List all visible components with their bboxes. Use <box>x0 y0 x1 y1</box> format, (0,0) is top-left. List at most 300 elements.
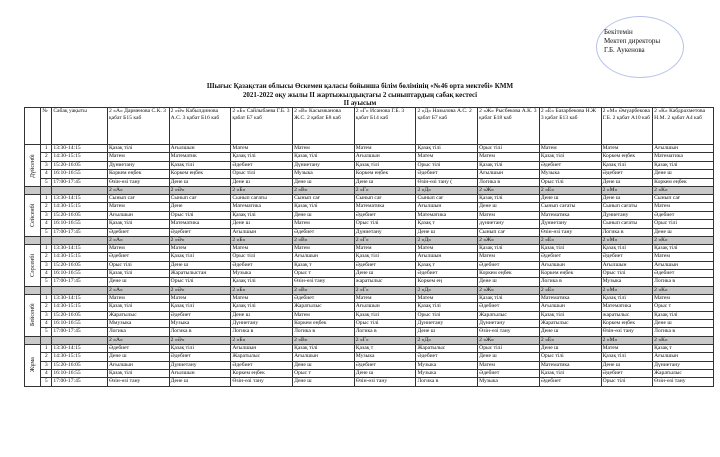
subject-cell: Логика в <box>169 328 231 336</box>
subject-cell: Музыка <box>601 278 653 286</box>
subject-cell: Матем <box>478 153 540 161</box>
lesson-time: 17:00-17:45 <box>52 228 108 236</box>
subject-cell: Қазақ тілі <box>107 303 169 311</box>
header-class-2: 2 «Ә» Кабылдинова А.С. 3 қабат Б16 каб <box>169 108 231 145</box>
subject-cell: Орыс т <box>653 303 714 311</box>
subject-cell: Дүниетану <box>293 161 355 169</box>
subject-cell: Сынып сағ <box>354 194 416 202</box>
subject-cell: Дене ш <box>653 170 714 178</box>
separator-class-label: 2 «М» <box>601 286 653 294</box>
subject-cell: Қазақ тілі <box>169 253 231 261</box>
approval-line: Бекітемін <box>604 28 633 36</box>
header-class-4: 2 «В» Касымканова Ж.С. 2 қабат Б8 каб <box>293 108 355 145</box>
table-row <box>25 178 714 186</box>
subject-cell: Дене <box>169 203 231 211</box>
subject-cell: Қазақ тілі <box>539 311 601 319</box>
lesson-time: 14:30-15:15 <box>52 253 108 261</box>
lesson-number: 3 <box>41 361 52 369</box>
subject-cell: Қазақ тілі <box>653 244 714 252</box>
separator-class-label: 2 «Ж» <box>478 186 540 194</box>
subject-cell: Әдебиет <box>539 378 601 386</box>
subject-cell: Өзін-өзі тану <box>293 278 355 286</box>
separator-class-label: 2 «Б» <box>231 336 293 344</box>
subject-cell: Логика <box>107 328 169 336</box>
header-num: № <box>41 108 52 145</box>
subject-cell: Дене ш <box>416 228 478 236</box>
subject-cell: Орыс т <box>293 369 355 377</box>
subject-cell: Қазақ тілі <box>416 145 478 153</box>
class-separator-row <box>25 286 714 294</box>
separator-class-label: 2 «Д» <box>416 336 478 344</box>
subject-cell: Дене ш <box>293 378 355 386</box>
subject-cell: Сынып сағаты <box>601 220 653 228</box>
separator-class-label: 2 «К» <box>653 336 714 344</box>
header-title: 2021-2022 оқу жылы II жартыжылдықтағы 2 сыныптардың сабақ кестесі <box>242 90 478 99</box>
subject-cell: Логика в <box>601 228 653 236</box>
subject-cell: Ағылшын <box>539 303 601 311</box>
lesson-time: 14:30-15:15 <box>52 353 108 361</box>
subject-cell: Қазақ тілі <box>478 161 540 169</box>
subject-cell: Ағылшын <box>478 170 540 178</box>
subject-cell: Қазақ тілі <box>169 303 231 311</box>
subject-cell: Әдебиет <box>354 211 416 219</box>
subject-cell: Ағылшын <box>601 261 653 269</box>
subject-cell: Ағылшын <box>416 253 478 261</box>
subject-cell: Коркем еңбек <box>231 369 293 377</box>
subject-cell: Ағылшын <box>107 211 169 219</box>
subject-cell: Сынып сағ <box>107 194 169 202</box>
subject-cell: Әдебиет <box>107 253 169 261</box>
header-class-5: 2 «Г» Исанова Г.Б. 3 қабат Б14 каб <box>354 108 416 145</box>
subject-cell: жаратылыс <box>354 278 416 286</box>
subject-cell: Логика в <box>653 328 714 336</box>
subject-cell: Математика <box>231 203 293 211</box>
subject-cell: Әдебиет <box>653 211 714 219</box>
subject-cell: Дене ш <box>107 353 169 361</box>
subject-cell: Жаратылыс <box>416 344 478 352</box>
lesson-time: 15:20-16:05 <box>52 311 108 319</box>
day-label: Сәрсенбі <box>25 244 41 286</box>
subject-cell: Қазақ т <box>653 344 714 352</box>
lesson-number: 5 <box>41 278 52 286</box>
subject-cell: Сынып сағаты <box>539 203 601 211</box>
lesson-time: 17:00-17:45 <box>52 328 108 336</box>
subject-cell: Музыка <box>354 353 416 361</box>
header-class-6: 2 «Д» Назылова А.С. 2 қабат Б7 каб <box>416 108 478 145</box>
separator-class-label: 2 «Ә» <box>169 286 231 294</box>
subject-cell: Дене ш <box>231 220 293 228</box>
subject-cell: Орыс тілі <box>169 211 231 219</box>
subject-cell: Қазақ тілі <box>169 344 231 352</box>
subject-cell: Дүниетану <box>231 320 293 328</box>
lesson-number: 3 <box>41 311 52 319</box>
subject-cell: Ағылшын <box>539 261 601 269</box>
lesson-time: 16:10-16:55 <box>52 220 108 228</box>
separator-class-label: 2 «М» <box>601 186 653 194</box>
subject-cell: Ағылшын <box>653 261 714 269</box>
subject-cell: Логика в <box>293 328 355 336</box>
subject-cell: Матем <box>293 220 355 228</box>
separator-class-label: 2 «Ә» <box>169 336 231 344</box>
subject-cell: Әдебиет <box>293 294 355 302</box>
subject-cell: Қазақ тілі <box>539 369 601 377</box>
separator-class-label: 2 «Б» <box>231 236 293 244</box>
subject-cell: Дене ш <box>478 278 540 286</box>
table-row <box>25 361 714 369</box>
subject-cell: Әдебиет <box>478 369 540 377</box>
separator-blank <box>41 286 52 294</box>
subject-cell: Сынып сағаты <box>601 203 653 211</box>
separator-blank <box>41 336 52 344</box>
subject-cell: Матем <box>478 211 540 219</box>
separator-blank <box>52 236 108 244</box>
header-class-10: 2 «К» Кабдрахметова Н.М. 2 қабат А4 каб <box>653 108 714 145</box>
subject-cell: Музыка <box>416 369 478 377</box>
subject-cell: Коркем еңбек <box>653 178 714 186</box>
subject-cell: Жаратылыстан <box>169 270 231 278</box>
subject-cell: Коркем еңбек <box>601 320 653 328</box>
subject-cell: Матем <box>169 244 231 252</box>
subject-cell: Дене ш <box>653 228 714 236</box>
table-row <box>25 353 714 361</box>
subject-cell: Өзін-өзі тану <box>653 378 714 386</box>
separator-class-label: 2 «В» <box>293 286 355 294</box>
subject-cell: Қазақ тілі <box>107 270 169 278</box>
subject-cell: Математика <box>539 294 601 302</box>
subject-cell: Әдебиет <box>169 228 231 236</box>
separator-class-label: 2 «Ә» <box>169 236 231 244</box>
subject-cell: Коркем еңбек <box>539 270 601 278</box>
subject-cell: Ағылшын <box>231 228 293 236</box>
subject-cell: Матем <box>653 203 714 211</box>
subject-cell: Матем <box>416 153 478 161</box>
subject-cell: Математика <box>354 203 416 211</box>
table-row <box>25 320 714 328</box>
subject-cell: Әдебиет <box>416 353 478 361</box>
subject-cell: Әдебиет <box>601 253 653 261</box>
subject-cell: Қазақ тілі <box>601 244 653 252</box>
subject-cell: Матем <box>539 145 601 153</box>
separator-blank <box>52 336 108 344</box>
subject-cell: Қазақ тілі <box>653 161 714 169</box>
subject-cell: Математика <box>539 361 601 369</box>
subject-cell: Ағылшын <box>293 253 355 261</box>
subject-cell: Матем <box>653 253 714 261</box>
subject-cell: Қазақ тілі <box>478 294 540 302</box>
subject-cell: Әдебиет <box>354 261 416 269</box>
subject-cell: Орыс тілі <box>169 278 231 286</box>
subject-cell: Қазақ тілі <box>231 153 293 161</box>
lesson-time: 15:20-16:05 <box>52 161 108 169</box>
day-label: Дүйсенбі <box>25 145 41 187</box>
subject-cell: Дүниетану <box>107 161 169 169</box>
subject-cell: Коркем еңбек <box>293 320 355 328</box>
lesson-number: 4 <box>41 170 52 178</box>
subject-cell: Дүниетану <box>354 228 416 236</box>
lesson-time: 17:00-17:45 <box>52 178 108 186</box>
subject-cell: Музыка <box>478 378 540 386</box>
subject-cell: Орыс тілі <box>107 261 169 269</box>
header-class-3: 2 «Б» Сайлыбаева Г.Б. 3 қабат Б7 каб <box>231 108 293 145</box>
subject-cell: Логика в <box>539 278 601 286</box>
subject-cell: Дене ш <box>107 278 169 286</box>
subject-cell: Сынып сағ <box>478 228 540 236</box>
subject-cell: Дене ш <box>169 178 231 186</box>
lesson-time: 13:30-14:15 <box>52 244 108 252</box>
subject-cell: Матем <box>354 294 416 302</box>
subject-cell: Әдебиет <box>354 361 416 369</box>
subject-cell: Матем <box>478 361 540 369</box>
subject-cell: Орыс тілі <box>231 170 293 178</box>
lesson-time: 13:30-14:15 <box>52 294 108 302</box>
separator-class-label: 2 «Д» <box>416 286 478 294</box>
subject-cell: Дене ш <box>601 361 653 369</box>
lesson-number: 1 <box>41 145 52 153</box>
subject-cell: Матем <box>107 203 169 211</box>
lesson-number: 4 <box>41 320 52 328</box>
subject-cell: Қазақ т <box>293 261 355 269</box>
lesson-time: 15:20-16:05 <box>52 261 108 269</box>
subject-cell: Музыка <box>169 320 231 328</box>
lesson-time: 15:20-16:05 <box>52 211 108 219</box>
subject-cell: Қазақ т <box>416 261 478 269</box>
separator-class-label: 2 «А» <box>107 236 169 244</box>
lesson-time: 14:30-15:15 <box>52 303 108 311</box>
subject-cell: Қазақ тілі <box>478 194 540 202</box>
lesson-time: 16:10-16:55 <box>52 170 108 178</box>
table-row <box>25 369 714 377</box>
subject-cell: Қазақ тілі <box>169 161 231 169</box>
approval-line: Мектеп директоры <box>604 37 661 45</box>
subject-cell: Коркем ең <box>416 278 478 286</box>
table-row <box>25 194 714 202</box>
day-label: Жұма <box>25 344 41 386</box>
separator-class-label: 2 «Г» <box>354 186 416 194</box>
header-time: Сабақ уақыты <box>52 108 108 145</box>
subject-cell: Өзін-өзі тану <box>107 378 169 386</box>
lesson-time: 16:10-16:55 <box>52 320 108 328</box>
subject-cell: Дене ш <box>293 361 355 369</box>
lesson-time: 14:30-15:15 <box>52 153 108 161</box>
subject-cell: Ағылшын <box>169 369 231 377</box>
subject-cell: Дене ш <box>539 328 601 336</box>
subject-cell: Қазақ тілі <box>354 161 416 169</box>
subject-cell: Орыс тілі <box>478 145 540 153</box>
separator-class-label: 2 «Г» <box>354 236 416 244</box>
subject-cell: Әдебиет <box>231 361 293 369</box>
table-row <box>25 220 714 228</box>
subject-cell: Дене ш <box>601 194 653 202</box>
separator-blank <box>41 236 52 244</box>
table-row <box>25 378 714 386</box>
day-label: Бейсенбі <box>25 294 41 336</box>
lesson-number: 5 <box>41 378 52 386</box>
table-row <box>25 203 714 211</box>
subject-cell: Қазақ тілі <box>231 211 293 219</box>
subject-cell: Әдебиет <box>293 228 355 236</box>
separator-class-label: 2 «Г» <box>354 286 416 294</box>
subject-cell: Музыка <box>539 170 601 178</box>
table-row <box>25 253 714 261</box>
table-row <box>25 303 714 311</box>
separator-class-label: 2 «К» <box>653 286 714 294</box>
lesson-number: 4 <box>41 369 52 377</box>
subject-cell: Өзін-өзі тану <box>601 328 653 336</box>
subject-cell: Матем <box>293 311 355 319</box>
subject-cell: Өзін-өзі тану ( <box>416 178 478 186</box>
subject-cell: Орыс тілі <box>601 270 653 278</box>
lesson-number: 5 <box>41 228 52 236</box>
subject-cell: Өзін-өзі тану <box>107 178 169 186</box>
subject-cell: Әдебиет <box>107 228 169 236</box>
subject-cell: Орыс тілі <box>539 353 601 361</box>
table-row <box>25 344 714 352</box>
class-separator-row <box>25 186 714 194</box>
subject-cell: Дүниетану <box>539 220 601 228</box>
table-header-row <box>25 108 714 145</box>
subject-cell: Орыс тілі <box>601 378 653 386</box>
subject-cell: Дене ш <box>354 178 416 186</box>
subject-cell: Дүниетану <box>478 320 540 328</box>
subject-cell: Қазақ тілі <box>354 311 416 319</box>
subject-cell: Әдебиет <box>231 161 293 169</box>
subject-cell: Қазақ тілі <box>539 244 601 252</box>
subject-cell: Қазақ тілі <box>416 303 478 311</box>
separator-class-label: 2 «Ж» <box>478 286 540 294</box>
lesson-time: 13:30-14:15 <box>52 344 108 352</box>
subject-cell: Математика <box>169 220 231 228</box>
subject-cell: Ағылшын <box>354 153 416 161</box>
subject-cell: Жаратылыс <box>653 369 714 377</box>
subject-cell: Қазақ тілі <box>107 145 169 153</box>
subject-cell: Дүниетану <box>601 211 653 219</box>
table-row <box>25 170 714 178</box>
separator-class-label: 2 «В» <box>293 236 355 244</box>
lesson-time: 16:10-16:55 <box>52 270 108 278</box>
subject-cell: Орыс тілі <box>416 311 478 319</box>
subject-cell: Коркем еңбек <box>107 170 169 178</box>
separator-class-label: 2 «Б» <box>231 286 293 294</box>
separator-class-label: 2 «В» <box>293 336 355 344</box>
class-separator-row <box>25 336 714 344</box>
subject-cell: Матем <box>107 153 169 161</box>
subject-cell: Коркем еңбек <box>601 153 653 161</box>
table-row <box>25 161 714 169</box>
subject-cell: Әдебиет <box>478 261 540 269</box>
separator-class-label: 2 «Ә» <box>169 186 231 194</box>
subject-cell: Қазақ тілі <box>231 303 293 311</box>
separator-class-label: 2 «А» <box>107 286 169 294</box>
day-label: Сейсенбі <box>25 194 41 236</box>
separator-blank <box>41 186 52 194</box>
subject-cell: Қазақ тілі <box>107 220 169 228</box>
subject-cell: Коркем еңбек <box>478 270 540 278</box>
separator-class-label: 2 «К» <box>653 236 714 244</box>
separator-class-label: 2 «Е» <box>539 286 601 294</box>
subject-cell: Әдебиет <box>416 270 478 278</box>
subject-cell: Ағылшын <box>107 361 169 369</box>
lesson-number: 3 <box>41 161 52 169</box>
subject-cell: Матем <box>293 244 355 252</box>
separator-class-label: 2 «Е» <box>539 336 601 344</box>
subject-cell: Өзін-өзі тану <box>354 378 416 386</box>
subject-cell: Ағылшын <box>653 145 714 153</box>
subject-cell: жаратылыс <box>601 311 653 319</box>
lesson-time: 13:30-14:15 <box>52 145 108 153</box>
subject-cell: Дене ш <box>653 320 714 328</box>
subject-cell: Орыс тілі <box>231 253 293 261</box>
subject-cell: Матем <box>231 145 293 153</box>
separator-class-label: 2 «Д» <box>416 236 478 244</box>
subject-cell: Әдебиет <box>539 161 601 169</box>
subject-cell: Дене ш <box>478 203 540 211</box>
lesson-number: 1 <box>41 194 52 202</box>
subject-cell: Өзін-өзі тану <box>231 378 293 386</box>
subject-cell: Әдебиет <box>107 344 169 352</box>
subject-cell: Өзін-өзі тану <box>539 228 601 236</box>
subject-cell: Дене ш <box>539 344 601 352</box>
lesson-number: 1 <box>41 244 52 252</box>
approval-block <box>604 28 714 55</box>
subject-cell: Коркем еңбек <box>169 170 231 178</box>
subject-cell: Матем <box>169 294 231 302</box>
lesson-number: 1 <box>41 294 52 302</box>
table-row <box>25 261 714 269</box>
lesson-time: 17:00-17:45 <box>52 278 108 286</box>
table-row <box>25 328 714 336</box>
subject-cell: Математика <box>653 153 714 161</box>
subject-cell: Матем <box>478 253 540 261</box>
subject-cell: Логика в <box>653 278 714 286</box>
lesson-number: 2 <box>41 153 52 161</box>
table-row <box>25 294 714 302</box>
subject-cell: Орыс тілі <box>653 220 714 228</box>
lesson-time: 16:10-16:55 <box>52 369 108 377</box>
lesson-number: 5 <box>41 328 52 336</box>
separator-class-label: 2 «Е» <box>539 236 601 244</box>
subject-cell: Логика в <box>354 328 416 336</box>
subject-cell: Матем <box>107 244 169 252</box>
subject-cell: Ағылшын <box>293 353 355 361</box>
schedule-table <box>24 107 714 387</box>
subject-cell: Әдебиет <box>539 253 601 261</box>
subject-cell: Матем <box>354 244 416 252</box>
lesson-number: 2 <box>41 253 52 261</box>
table-row <box>25 145 714 153</box>
subject-cell: Матем <box>601 344 653 352</box>
subject-cell: Өзін-өзі тану <box>478 328 540 336</box>
subject-cell: Дене ш <box>601 178 653 186</box>
subject-cell: Дене ш <box>478 353 540 361</box>
subject-cell: Әдебиет <box>169 353 231 361</box>
subject-cell: Дене ш <box>354 270 416 278</box>
header-class-8: 2 «Е» Базарбекова Н.Ж 3 қабат Б13 каб <box>539 108 601 145</box>
subject-cell: Ағылшын <box>416 203 478 211</box>
lesson-time: 15:20-16:05 <box>52 361 108 369</box>
subject-cell: Әдебиет <box>653 270 714 278</box>
approval-line: Г.Б. Аукенова <box>604 46 645 54</box>
subject-cell: Дене ш <box>231 178 293 186</box>
lesson-number: 3 <box>41 211 52 219</box>
lesson-number: 4 <box>41 270 52 278</box>
separator-class-label: 2 «А» <box>107 336 169 344</box>
subject-cell: Қазақ тілі <box>601 294 653 302</box>
subject-cell: Ағылшын <box>169 145 231 153</box>
subject-cell: Қазақ тілі <box>231 278 293 286</box>
table-row <box>25 228 714 236</box>
subject-cell: Математика <box>539 211 601 219</box>
header-class-1: 2 «А» Дарменова С.К. 3 қабат Б15 каб <box>107 108 169 145</box>
